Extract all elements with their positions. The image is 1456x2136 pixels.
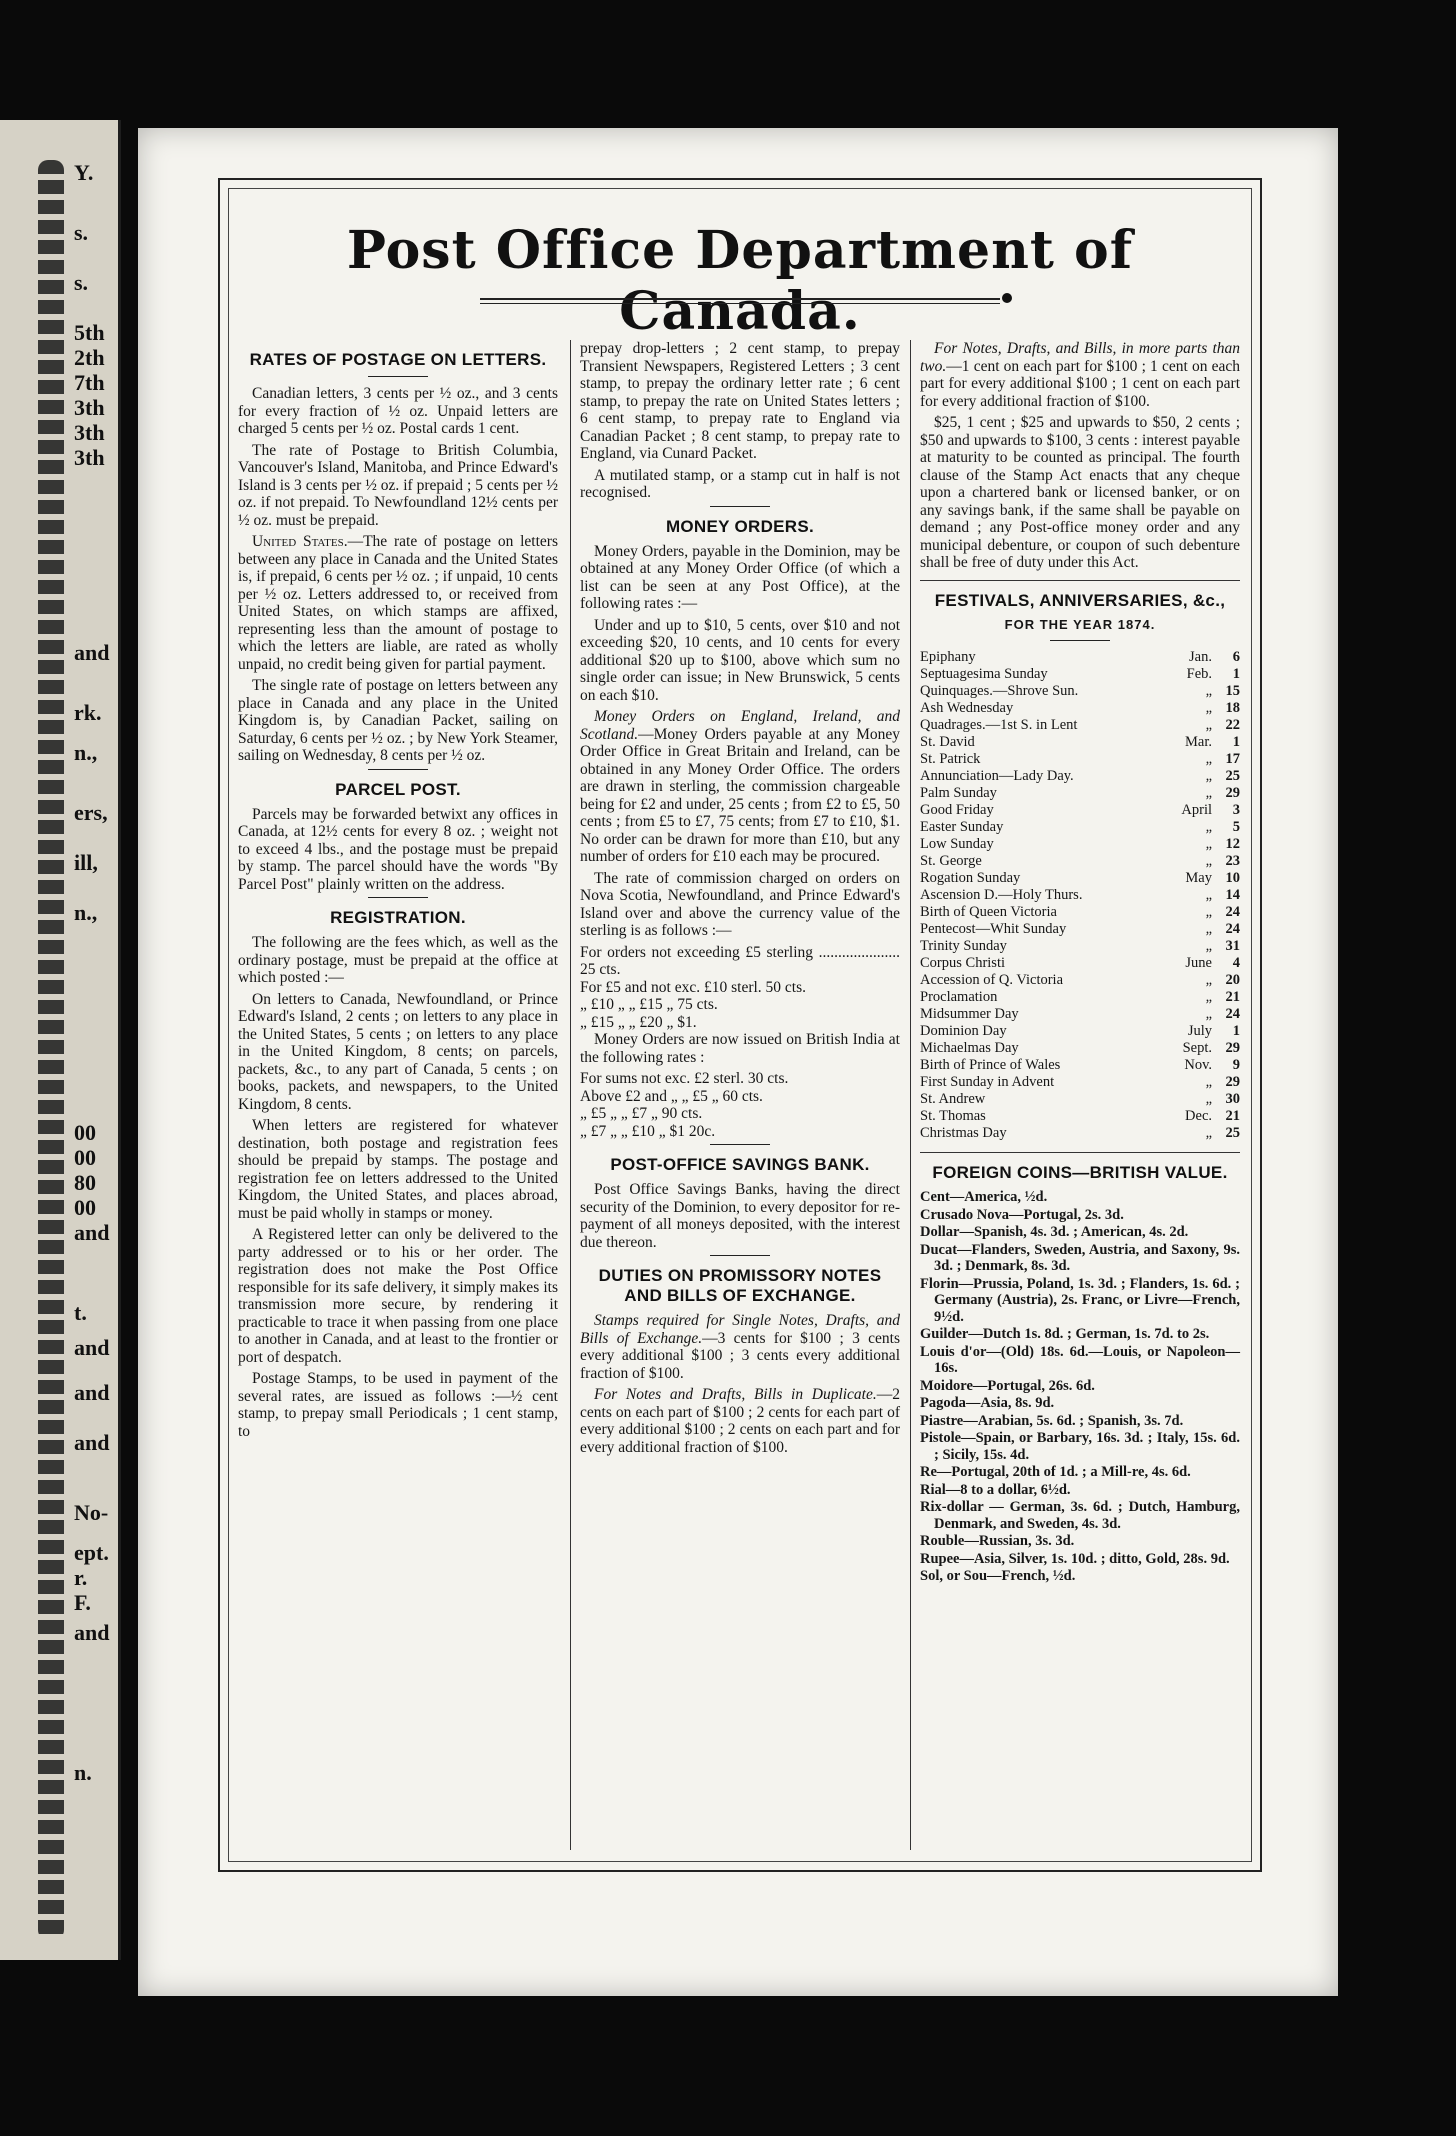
festival-row xyxy=(920,819,1240,836)
festival-day: 14 xyxy=(1225,886,1240,903)
festivals-table xyxy=(920,649,1240,1143)
festival-day: 21 xyxy=(1225,988,1240,1005)
festival-row xyxy=(920,887,1240,904)
coin-entry: Florin—Prussia, Poland, 1s. 3d. ; Flanders, 1s. 6d. ; Germany (Austria), 2s. Franc, or Livre—French, 9½d. xyxy=(920,1275,1240,1325)
festival-day: 31 xyxy=(1225,937,1240,954)
rates-paragraph-4: The single rate of postage on letters between any place in Canada and any place in the United Kingdom is, by Canadian Packet, sailing on Saturday, 6 cents per ½ oz. ; by New York Steamer, sailing on Wednesday, 8 cents per ½ oz. xyxy=(238,677,558,764)
section-rule xyxy=(710,1144,770,1145)
festival-day: 30 xyxy=(1225,1090,1240,1107)
festival-month: „ xyxy=(1205,818,1212,835)
festival-month: „ xyxy=(1205,784,1212,801)
previous-page-fragment: 00 xyxy=(74,1120,96,1145)
festival-day: 20 xyxy=(1225,971,1240,988)
festival-month: „ xyxy=(1205,699,1212,716)
festival-row xyxy=(920,972,1240,989)
previous-page-fragment: n. xyxy=(74,1760,92,1785)
festival-month: April xyxy=(1181,801,1212,818)
coin-entry: Crusado Nova—Portugal, 2s. 3d. xyxy=(920,1206,1124,1223)
festival-month: „ xyxy=(1205,835,1212,852)
sterling-rate-line: „ £10 „ „ £15 „ 75 cts. xyxy=(580,996,718,1013)
parcel-heading: PARCEL POST. xyxy=(335,779,461,799)
festival-row xyxy=(920,1108,1240,1125)
previous-page-fragment: and xyxy=(74,1220,110,1245)
festival-month: Dec. xyxy=(1185,1107,1212,1124)
us-text: —The rate of postage on letters between any place in Canada and the United States is, if prepaid, 6 cents per ½ oz. ; if unpaid, 10 cents per ½ oz. Letters addressed to, or received from United States, on which stamps are affixed, representing less than the amount of postage to which the letters are liable, are rated as wholly unpaid, no credit being given for partial payment. xyxy=(238,533,558,673)
festival-month: „ xyxy=(1205,886,1212,903)
festival-day: 29 xyxy=(1225,1039,1240,1056)
festival-name: Septuagesima Sunday xyxy=(920,665,1048,682)
rates-paragraph-2: The rate of Postage to British Columbia, Vancouver's Island, Manitoba, and Prince Edward's Island is 3 cents per ½ oz. if prepaid ; 5 cents per ½ oz. if not prepaid. To Newfoundland 12½ cents per ½ oz. must be prepaid. xyxy=(238,441,558,529)
festival-name: First Sunday in Advent xyxy=(920,1073,1055,1090)
stamps-continued: prepay drop-letters ; 2 cent stamp, to prepay Transient Newspapers, Registered Letters ; 3 cent stamp, to prepay the ordinary letter rate ; 6 cent stamp, to prepay the rate on United States letters ; 6 cent stamp, to prepay rate to England via Canadian Packet ; 8 cent stamp, to prepay rate to England, via Cunard Packet. xyxy=(580,340,900,462)
us-label: United States. xyxy=(252,533,348,550)
money-orders-england-text: —Money Orders payable at any Money Order Office in Great Britain and Ireland, can be obtained in any Money Order Office. The orders are drawn in sterling, the commission chargeable being for £2 and under, 25 cents ; from £2 to £5, 50 cents ; from £5 to £7, 75 cents; from £7 to £10, $1. No order can be drawn for more than £10, but any number of orders for £10 each may be procured. xyxy=(580,725,900,865)
previous-page-fragment: ept. xyxy=(74,1540,109,1565)
festival-row xyxy=(920,921,1240,938)
rates-paragraph-us xyxy=(238,533,558,673)
festival-month: Jan. xyxy=(1189,648,1212,665)
india-rates xyxy=(580,1070,900,1140)
previous-page-fragment: ill, xyxy=(74,850,98,875)
festival-month: June xyxy=(1185,954,1212,971)
column-divider-1 xyxy=(570,340,571,1850)
notes-text: —1 cent on each part for $100 ; 1 cent on each part for every additional $100 ; 1 cent on each part for every additional fraction of $100. xyxy=(920,357,1240,410)
festival-name: Ash Wednesday xyxy=(920,699,1014,716)
festival-name: Ascension D.—Holy Thurs. xyxy=(920,886,1083,903)
column-1 xyxy=(238,340,558,1850)
coin-entry: Ducat—Flanders, Sweden, Austria, and Saxony, 9s. 3d. ; Denmark, 8s. 3d. xyxy=(920,1241,1240,1274)
previous-page-fragment: and xyxy=(74,640,110,665)
festival-day: 3 xyxy=(1232,801,1240,818)
festival-day: 24 xyxy=(1225,1005,1240,1022)
festival-month: Feb. xyxy=(1186,665,1212,682)
festival-row xyxy=(920,1091,1240,1108)
festival-row xyxy=(920,785,1240,802)
coin-entry: Sol, or Sou—French, ½d. xyxy=(920,1568,1076,1584)
festival-name: St. Andrew xyxy=(920,1090,986,1107)
coin-entry: Rix-dollar — German, 3s. 6d. ; Dutch, Hamburg, Denmark, and Sweden, 4s. 3d. xyxy=(920,1499,1240,1532)
page-title: Post Office Department of Canada. xyxy=(346,220,1134,342)
previous-page-fragment: 2th xyxy=(74,345,105,370)
previous-page-fragment: rk. xyxy=(74,700,102,725)
previous-page-fragment: 3th xyxy=(74,445,105,470)
previous-page-fragment: 3th xyxy=(74,395,105,420)
festival-day: 25 xyxy=(1225,1124,1240,1141)
section-rule xyxy=(368,897,428,898)
heading-rule xyxy=(368,376,428,377)
festival-month: „ xyxy=(1205,903,1212,920)
coin-entry: Louis d'or—(Old) 18s. 6d.—Louis, or Napoleon—16s. xyxy=(920,1343,1240,1376)
festival-day: 1 xyxy=(1232,665,1240,682)
festival-name: Low Sunday xyxy=(920,835,994,852)
festival-row xyxy=(920,751,1240,768)
festival-day: 18 xyxy=(1225,699,1240,716)
section-rule xyxy=(920,580,1240,581)
duties-text-2: —2 cents on each part of $100 ; 2 cents for each part of every additional $100 ; 2 cents on each part and for every additional fraction of $100. xyxy=(580,1386,900,1456)
registration-paragraph-5: Postage Stamps, to be used in payment of the several rates, are issued as follows :—½ cent stamp, to prepay small Periodicals ; 1 cent stamp, to xyxy=(238,1370,558,1440)
money-orders-england xyxy=(580,708,900,866)
festival-name: Accession of Q. Victoria xyxy=(920,971,1064,988)
previous-page-fragment: and xyxy=(74,1335,110,1360)
festival-name: Good Friday xyxy=(920,801,994,818)
notes-label: For Notes, Drafts, and Bills, in more parts than two. xyxy=(920,340,1240,375)
section-rule xyxy=(710,1255,770,1256)
festival-row xyxy=(920,989,1240,1006)
stamp-act-paragraph: $25, 1 cent ; $25 and upwards to $50, 2 cents ; $50 and upwards to $100, 3 cents : interest payable at maturity to be counted as principal. The fourth clause of the Stamp Act enacts that any cheque upon a chartered bank or licensed banker, or on any savings bank, if the same shall be payable on demand ; any Post-office money order and any municipal debenture, or coupon of such debenture shall be free of duty under this Act. xyxy=(920,414,1240,571)
festival-day: 5 xyxy=(1232,818,1240,835)
festival-month: Mar. xyxy=(1185,733,1212,750)
section-rule xyxy=(920,1152,1240,1153)
festival-month: Sept. xyxy=(1182,1039,1212,1056)
sterling-rate-line: For £5 and not exc. £10 sterl. 50 cts. xyxy=(580,978,807,996)
sterling-rates xyxy=(580,944,900,1032)
festival-row xyxy=(920,955,1240,972)
savings-bank-paragraph: Post Office Savings Banks, having the direct security of the Dominion, to every depositor for re-payment of all moneys deposited, with the interest due thereon. xyxy=(580,1181,900,1251)
registration-paragraph-4: A Registered letter can only be delivered to the party addressed or to his or her order. The registration does not make the Post Office responsible for its safe delivery, it simply makes its transmission more secure, by rendering it practicable to trace it when passing from one place to another in Canada, and at least to the frontier or port of despatch. xyxy=(238,1226,558,1366)
duties-paragraph-2 xyxy=(580,1386,900,1456)
previous-page-fragment: 5th xyxy=(74,320,105,345)
festival-name: Annunciation—Lady Day. xyxy=(920,767,1074,784)
coin-entry: Pagoda—Asia, 8s. 9d. xyxy=(920,1395,1055,1411)
festival-row xyxy=(920,768,1240,785)
previous-page-edge xyxy=(0,120,121,1960)
previous-page-fragment: 3th xyxy=(74,420,105,445)
festival-month: „ xyxy=(1205,716,1212,733)
festival-name: Quadrages.—1st S. in Lent xyxy=(920,716,1078,733)
notes-paragraph xyxy=(920,340,1240,410)
previous-page-fragment: ers, xyxy=(74,800,108,825)
festival-day: 10 xyxy=(1225,869,1240,886)
previous-page-fragment: 00 xyxy=(74,1195,96,1220)
registration-paragraph-2: On letters to Canada, Newfoundland, or Prince Edward's Island, 2 cents ; on letters to any place in the United States, 5 cents ; on letters to any place in the United Kingdom, 8 cents; on parcels, packets, &c., to any part of Canada, 5 cents ; on books, packets, and newspapers, to the United Kingdom, 8 cents. xyxy=(238,990,558,1113)
festival-name: Michaelmas Day xyxy=(920,1039,1019,1056)
festival-row xyxy=(920,1006,1240,1023)
festival-month: „ xyxy=(1205,767,1212,784)
festival-month: July xyxy=(1187,1022,1212,1039)
festival-month: May xyxy=(1185,869,1212,886)
page-frame xyxy=(218,178,1262,1872)
festival-day: 21 xyxy=(1225,1107,1240,1124)
festival-row xyxy=(920,734,1240,751)
festival-day: 4 xyxy=(1232,954,1240,971)
festival-name: Christmas Day xyxy=(920,1124,1007,1141)
money-orders-england-label: Money Orders on England, Ireland, and Scotland. xyxy=(580,708,900,743)
previous-page-fragment: t. xyxy=(74,1300,87,1325)
festival-month: „ xyxy=(1205,988,1212,1005)
duties-label-2: For Notes and Drafts, Bills in Duplicate. xyxy=(594,1386,877,1403)
festival-month: „ xyxy=(1205,937,1212,954)
festival-name: Proclamation xyxy=(920,988,998,1005)
festival-name: Trinity Sunday xyxy=(920,937,1007,954)
festival-row xyxy=(920,666,1240,683)
india-rate-line: Above £2 and „ „ £5 „ 60 cts. xyxy=(580,1087,763,1105)
festival-month: „ xyxy=(1205,1124,1212,1141)
india-rate-line: „ £7 „ „ £10 „ $1 20c. xyxy=(580,1122,716,1140)
previous-page-fragment: and xyxy=(74,1620,110,1645)
registration-paragraph-1: The following are the fees which, as well as the ordinary postage, must be prepaid at the office at which posted :— xyxy=(238,934,558,986)
previous-page-fragment: s. xyxy=(74,270,89,295)
festival-row xyxy=(920,870,1240,887)
previous-page-fragment: 80 xyxy=(74,1170,96,1195)
coin-entry: Guilder—Dutch 1s. 8d. ; German, 1s. 7d. to 2s. xyxy=(920,1326,1210,1342)
festival-month: „ xyxy=(1205,682,1212,699)
festival-row xyxy=(920,1040,1240,1057)
savings-bank-heading: POST-OFFICE SAVINGS BANK. xyxy=(610,1155,870,1174)
festival-row xyxy=(920,904,1240,921)
festival-row xyxy=(920,853,1240,870)
festival-row xyxy=(920,700,1240,717)
festival-row xyxy=(920,802,1240,819)
money-orders-paragraph-1: Money Orders, payable in the Dominion, may be obtained at any Money Order Office (of which a list can be seen at any Post Office), at the following rates :— xyxy=(580,542,900,612)
previous-page-fragment: Y. xyxy=(74,160,94,185)
festival-day: 25 xyxy=(1225,767,1240,784)
money-orders-heading: MONEY ORDERS. xyxy=(665,516,815,536)
previous-page-fragment: and xyxy=(74,1430,110,1455)
festival-day: 9 xyxy=(1232,1056,1240,1073)
festival-name: Corpus Christi xyxy=(920,954,1005,971)
coin-entry: Dollar—Spanish, 4s. 3d. ; American, 4s. 2d. xyxy=(920,1224,1189,1240)
festival-day: 12 xyxy=(1225,835,1240,852)
previous-page-fragment: 7th xyxy=(74,370,105,395)
title-ornament xyxy=(1002,293,1012,303)
column-2 xyxy=(580,340,900,1850)
festival-name: Quinquages.—Shrove Sun. xyxy=(920,682,1079,699)
festival-row xyxy=(920,649,1240,666)
column-3 xyxy=(920,340,1240,1850)
festival-name: Birth of Queen Victoria xyxy=(920,903,1057,920)
previous-page-fragment: n., xyxy=(74,900,98,925)
heading-rule xyxy=(1050,640,1110,641)
festival-day: 22 xyxy=(1225,716,1240,733)
india-rate-line: For sums not exc. £2 sterl. 30 cts. xyxy=(580,1070,789,1087)
festival-day: 24 xyxy=(1225,903,1240,920)
festival-name: Easter Sunday xyxy=(920,818,1004,835)
festival-row xyxy=(920,1074,1240,1091)
section-rule xyxy=(710,506,770,507)
registration-paragraph-3: When letters are registered for whatever destination, both postage and registration fees should be prepaid by stamps. The postage and registration fee on letters addressed to the United Kingdom, the United States, and places abroad, must be paid wholly in stamps or money. xyxy=(238,1117,558,1222)
previous-page-fragment: s. xyxy=(74,220,89,245)
previous-page-fragment: 00 xyxy=(74,1145,96,1170)
column-divider-2 xyxy=(910,340,911,1850)
festival-name: St. George xyxy=(920,852,982,869)
festival-month: „ xyxy=(1205,1073,1212,1090)
festival-name: Rogation Sunday xyxy=(920,869,1021,886)
registration-heading: REGISTRATION. xyxy=(330,908,466,927)
coin-entry: Cent—America, ½d. xyxy=(920,1189,1048,1205)
duties-text-1: —3 cents for $100 ; 3 cents every additional $100 ; 3 cents every additional fraction of $100. xyxy=(580,1329,900,1382)
rates-paragraph-1: Canadian letters, 3 cents per ½ oz., and 3 cents for every fraction of ½ oz. Unpaid letters are charged 5 cents per ½ oz. Postal cards 1 cent. xyxy=(238,385,558,437)
money-orders-paragraph-4: The rate of commission charged on orders on Nova Scotia, Newfoundland, and Prince Edward's Island over and above the currency value of the sterling is as follows :— xyxy=(580,869,900,939)
document-page xyxy=(138,128,1338,1996)
section-rule xyxy=(368,769,428,770)
foreign-coins-heading: FOREIGN COINS—BRITISH VALUE. xyxy=(932,1163,1228,1182)
india-orders-paragraph: Money Orders are now issued on British India at the following rates : xyxy=(580,1031,900,1066)
festival-row xyxy=(920,1057,1240,1074)
festival-row xyxy=(920,938,1240,955)
coin-entry: Re—Portugal, 20th of 1d. ; a Mill-re, 4s. 6d. xyxy=(920,1464,1191,1480)
festival-row xyxy=(920,717,1240,734)
festival-name: Pentecost—Whit Sunday xyxy=(920,920,1067,937)
duties-heading: DUTIES ON PROMISSORY NOTES AND BILLS OF EXCHANGE. xyxy=(598,1266,882,1305)
previous-page-fragment: r. xyxy=(74,1565,88,1590)
festival-day: 24 xyxy=(1225,920,1240,937)
coin-entry: Piastre—Arabian, 5s. 6d. ; Spanish, 3s. 7d. xyxy=(920,1412,1184,1429)
festival-month: Nov. xyxy=(1184,1056,1212,1073)
festival-name: Midsummer Day xyxy=(920,1005,1019,1022)
festival-name: Birth of Prince of Wales xyxy=(920,1056,1061,1073)
festival-day: 1 xyxy=(1232,733,1240,750)
mutilated-stamp-note: A mutilated stamp, or a stamp cut in half is not recognised. xyxy=(580,466,900,501)
festival-name: St. Patrick xyxy=(920,750,981,767)
festival-day: 6 xyxy=(1232,648,1240,665)
festival-month: „ xyxy=(1205,920,1212,937)
festival-day: 29 xyxy=(1225,784,1240,801)
money-orders-paragraph-2: Under and up to $10, 5 cents, over $10 and not exceeding $20, 10 cents, and 10 cents for every additional $20 up to $100, above which sum no single order can issue; in New Brunswick, 5 cents on each $10. xyxy=(580,616,900,704)
title-rule xyxy=(480,298,1000,304)
sterling-rate-line: „ £15 „ „ £20 „ $1. xyxy=(580,1013,697,1031)
parcel-paragraph: Parcels may be forwarded betwixt any offices in Canada, at 12½ cents for every 8 oz. ; weight not to exceed 4 lbs., and the postage must be prepaid by stamp. The parcel should have the words "By Parcel Post" plainly written on the address. xyxy=(238,805,558,893)
coin-entry: Rouble—Russian, 3s. 3d. xyxy=(920,1533,1075,1549)
festival-day: 15 xyxy=(1225,682,1240,699)
festival-month: „ xyxy=(1205,971,1212,988)
previous-page-fragment: F. xyxy=(74,1590,91,1615)
festival-name: Palm Sunday xyxy=(920,784,997,801)
rates-heading: RATES OF POSTAGE ON LETTERS. xyxy=(249,350,547,369)
festival-row xyxy=(920,836,1240,853)
festival-month: „ xyxy=(1205,1090,1212,1107)
india-rate-line: „ £5 „ „ £7 „ 90 cts. xyxy=(580,1105,703,1122)
coin-entry: Pistole—Spain, or Barbary, 16s. 3d. ; Italy, 15s. 6d. ; Sicily, 15s. 4d. xyxy=(920,1430,1240,1463)
festival-name: St. Thomas xyxy=(920,1107,986,1124)
festival-row xyxy=(920,1125,1240,1142)
sterling-rate-line: For orders not exceeding £5 sterling ..................... 25 cts. xyxy=(580,943,900,978)
foreign-coins-list xyxy=(920,1189,1240,1585)
festival-name: Dominion Day xyxy=(920,1022,1007,1039)
duties-label-1: Stamps required for Single Notes, Drafts, and Bills of Exchange. xyxy=(580,1312,900,1347)
festival-day: 23 xyxy=(1225,852,1240,869)
festival-day: 1 xyxy=(1232,1022,1240,1039)
coin-entry: Moidore—Portugal, 26s. 6d. xyxy=(920,1377,1095,1394)
coin-entry: Rupee—Asia, Silver, 1s. 10d. ; ditto, Gold, 28s. 9d. xyxy=(920,1550,1230,1567)
festivals-subheading: FOR THE YEAR 1874. xyxy=(1004,616,1156,632)
festival-month: „ xyxy=(1205,1005,1212,1022)
festivals-heading: FESTIVALS, ANNIVERSARIES, &c., xyxy=(934,590,1226,610)
festival-name: St. David xyxy=(920,733,975,750)
festival-row xyxy=(920,1023,1240,1040)
previous-page-fragment: and xyxy=(74,1380,110,1405)
previous-page-fragment: No- xyxy=(74,1500,109,1525)
previous-page-fragment: n., xyxy=(74,740,98,765)
festival-name: Epiphany xyxy=(920,648,976,665)
duties-paragraph-1 xyxy=(580,1312,900,1382)
festival-row xyxy=(920,683,1240,700)
festival-month: „ xyxy=(1205,750,1212,767)
coin-entry: Rial—8 to a dollar, 6½d. xyxy=(920,1481,1071,1498)
festival-month: „ xyxy=(1205,852,1212,869)
festival-day: 29 xyxy=(1225,1073,1240,1090)
festival-day: 17 xyxy=(1225,750,1240,767)
chain-border-ornament xyxy=(38,160,64,1940)
